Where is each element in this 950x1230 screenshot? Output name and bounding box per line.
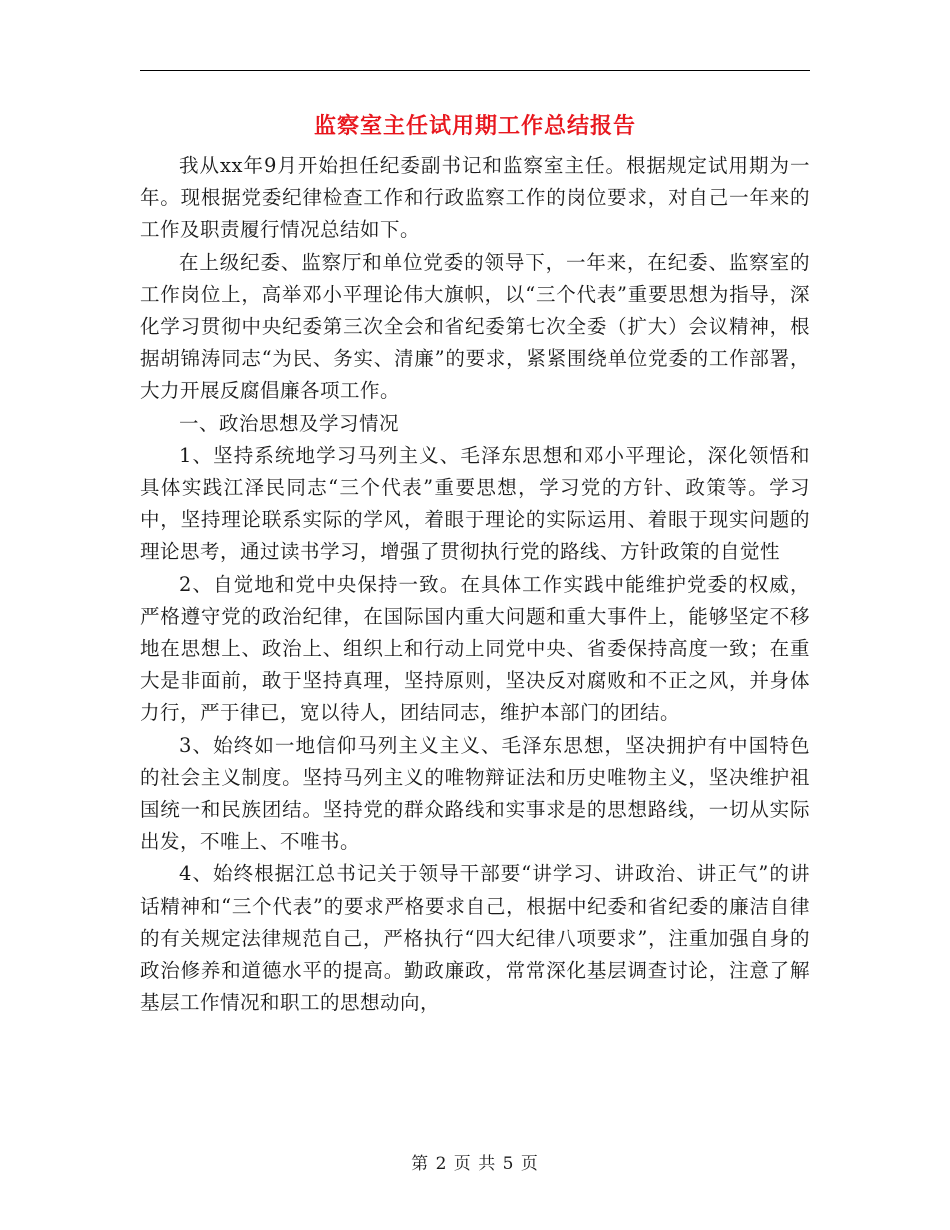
paragraph-overview: 在上级纪委、监察厅和单位党委的领导下，一年来，在纪委、监察室的工作岗位上，高举邓小平理论伟大旗帜，以“三个代表”重要思想为指导，深化学习贯彻中央纪委第三次全会和省纪委第七次全委（扩大）会议精神，根据胡锦涛同志“为民、务实、清廉”的要求，紧紧围绕单位党委的工作部署，大力开展反腐倡廉各项工作。 (140, 250, 810, 403)
page-footer: 第 2 页 共 5 页 (411, 1154, 539, 1174)
section-heading-political: 一、政治思想及学习情况 (179, 411, 400, 435)
paragraph-item-3: 3、始终如一地信仰马列主义主义、毛泽东思想，坚决拥护有中国特色的社会主义制度。坚持马列主义的唯物辩证法和历史唯物主义，坚决维护祖国统一和民族团结。坚持党的群众路线和实事求是的思想路线，一切从实际出发，不唯上、不唯书。 (140, 733, 810, 854)
document-body (140, 150, 810, 1019)
paragraph-item-1: 1、坚持系统地学习马列主义、毛泽东思想和邓小平理论，深化领悟和具体实践江泽民同志“三个代表”重要思想，学习党的方针、政策等。学习中，坚持理论联系实际的学风，着眼于理论的实际运用、着眼于现实问题的理论思考，通过读书学习，增强了贯彻执行党的路线、方针政策的自觉性 (140, 443, 810, 564)
paragraph-intro: 我从xx年9月开始担任纪委副书记和监察室主任。根据规定试用期为一年。现根据党委纪律检查工作和行政监察工作的岗位要求，对自己一年来的工作及职责履行情况总结如下。 (140, 154, 810, 242)
header-rule (140, 70, 810, 71)
paragraph-item-2: 2、自觉地和党中央保持一致。在具体工作实践中能维护党委的权威，严格遵守党的政治纪律，在国际国内重大问题和重大事件上，能够坚定不移地在思想上、政治上、组织上和行动上同党中央、省委保持高度一致；在重大是非面前，敢于坚持真理，坚持原则，坚决反对腐败和不正之风，并身体力行，严于律已，宽以待人，团结同志，维护本部门的团结。 (140, 572, 810, 725)
paragraph-item-4: 4、始终根据江总书记关于领导干部要“讲学习、讲政治、讲正气”的讲话精神和“三个代表”的要求严格要求自己，根据中纪委和省纪委的廉洁自律的有关规定法律规范自己，严格执行“四大纪律八项要求”，注重加强自身的政治修养和道德水平的提高。勤政廉政，常常深化基层调查讨论，注意了解基层工作情况和职工的思想动向， (140, 862, 810, 1015)
document-title: 监察室主任试用期工作总结报告 (313, 113, 636, 139)
